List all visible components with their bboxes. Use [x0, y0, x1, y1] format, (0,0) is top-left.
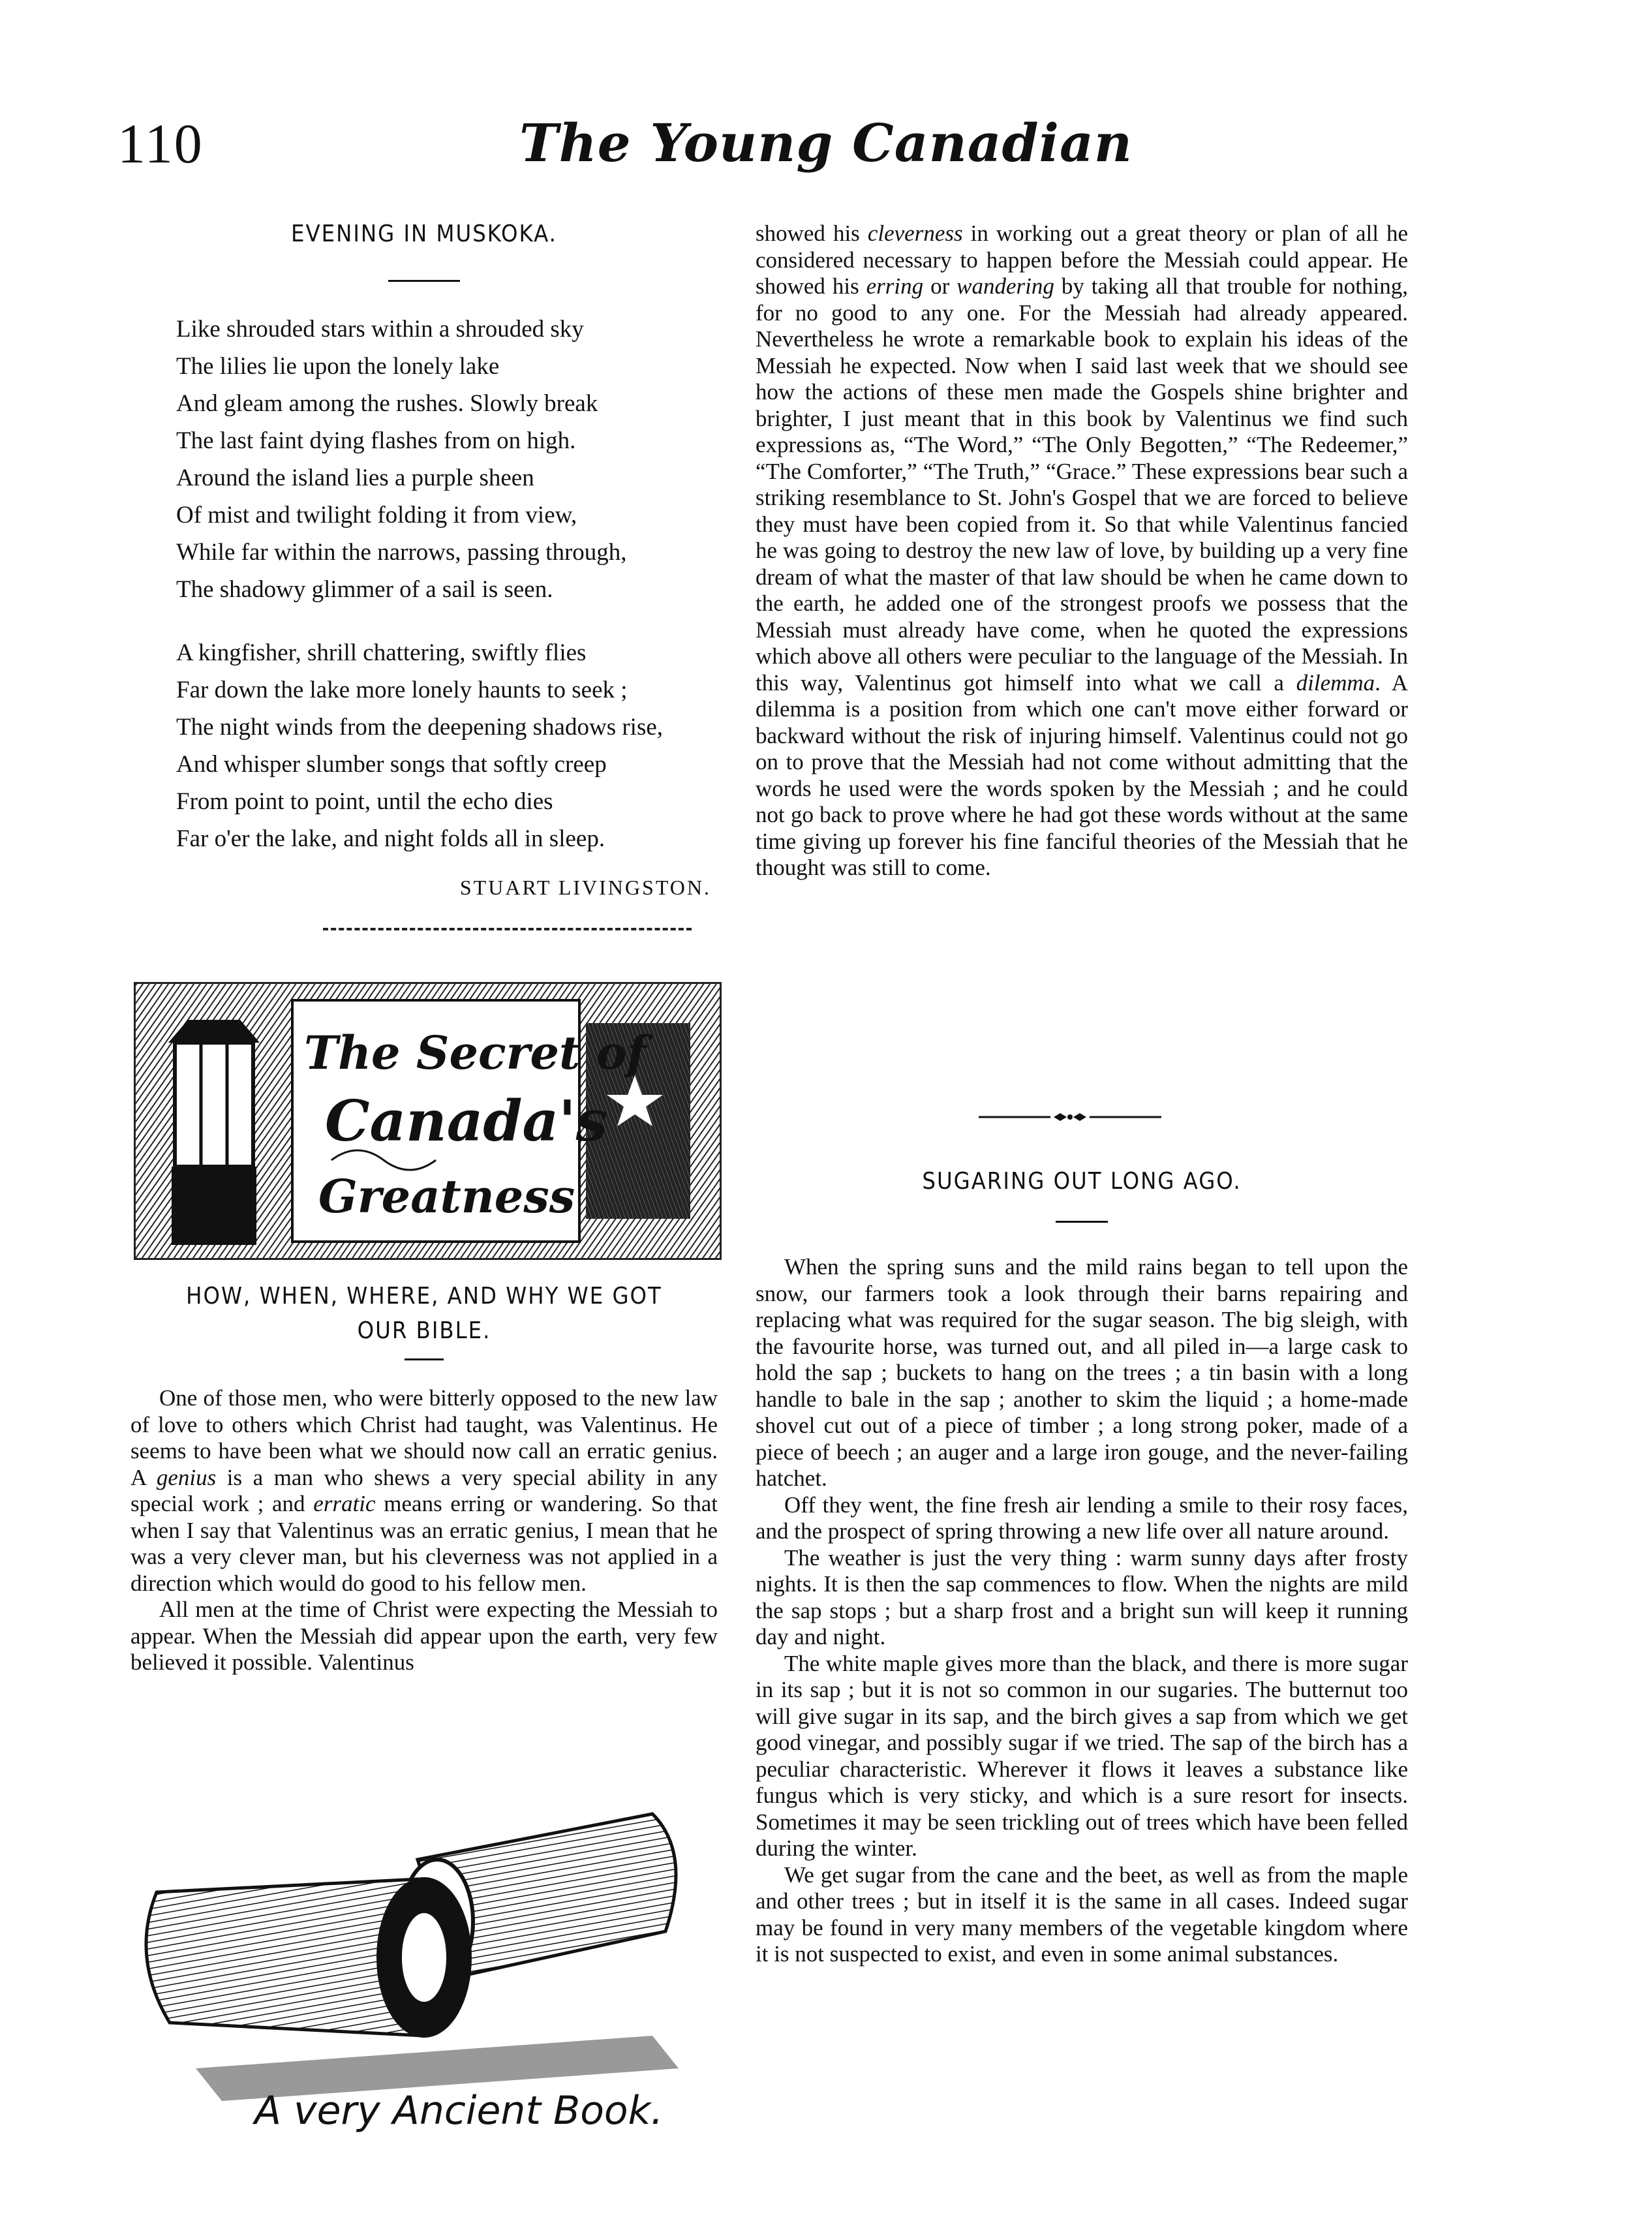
poem-line: Of mist and twilight folding it from view,: [176, 502, 577, 529]
banner-line-3: Greatness: [318, 1169, 575, 1223]
banner-line-1: The Secret of: [304, 1026, 647, 1080]
poem-line: Far o'er the lake, and night folds all in sleep.: [176, 825, 605, 852]
poem-line: The night winds from the deepening shadows rise,: [176, 714, 664, 741]
bible-paragraph: One of those men, who were bitterly opposed to the new law of love to others which Christ had taught, was Valentinus. He seems to have been what we should now call an erratic genius. A genius is a man who shews a very special ability in any special work ; and erratic means erring or wandering. So that when I say that Valentinus was an erratic genius, I mean that he was a very clever man, but his cleverness was not applied in a direction which would do good to his fellow men.: [130, 1385, 718, 1596]
poem-stanza: [176, 634, 718, 857]
bible-title-line-2: OUR BIBLE.: [357, 1317, 491, 1344]
sugaring-article: [756, 1168, 1408, 1968]
poem-line: Around the island lies a purple sheen: [176, 465, 534, 491]
poem-line: Far down the lake more lonely haunts to seek ;: [176, 677, 628, 703]
ornament-icon: [979, 1111, 1161, 1124]
poem-title: EVENING IN MUSKOKA.: [291, 221, 557, 247]
bible-continuation: [756, 221, 1408, 882]
poem-line: And whisper slumber songs that softly creep: [176, 751, 607, 778]
bible-body: [130, 1385, 718, 1676]
secret-of-canadas-greatness-banner: [134, 982, 722, 1260]
section-divider: [323, 928, 692, 930]
poem-title-rule: [388, 280, 460, 282]
sugaring-paragraph: The white maple gives more than the black, and there is more sugar in its sap ; but it is not so common in our sugaries. The butternut too will give sugar in its sap, and the birch gives a sap from which we get good vinegar, and possibly sugar if we tried. The sap of the birch has a peculiar characteristic. Wherever it flows it leaves a substance like fungus which is very sticky, and which is a sure resort for insects. Sometimes it may be seen trickling out of trees which have been felled during the winter.: [756, 1650, 1408, 1861]
sugaring-paragraph: We get sugar from the cane and the beet, as well as from the maple and other trees ; but in itself it is the same in all cases. Indeed sugar may be found in very many members of the vegetable kingdom where it is not suspected to exist, and even in some animal substances.: [756, 1862, 1408, 1967]
poem-line: While far within the narrows, passing through,: [176, 539, 627, 566]
poem-body: [130, 311, 718, 857]
poem-author: STUART LIVINGSTON.: [459, 876, 711, 899]
poem-line: From point to point, until the echo dies: [176, 788, 553, 815]
poem-section: [130, 221, 718, 900]
banner-illustration: [136, 984, 720, 1258]
sugaring-paragraph: When the spring suns and the mild rains began to tell upon the snow, our farmers took a look through their barns repairing and replacing what was required for the sugar season. The big sleigh, with the favourite horse, was turned out, and all piled in—a large cask to hold the sap ; buckets to hang on the trees ; a tin basin with a long handle to bale in the sap ; another to skim the liquid ; a home-made shovel cut out of a piece of timber ; a long strong poker, made of a piece of beech ; an auger and a large iron gouge, and the never-failing hatchet.: [756, 1254, 1408, 1491]
sugaring-paragraph: The weather is just the very thing : warm sunny days after frosty nights. It is then the sap commences to flow. When the nights are mild the sap stops ; but a sharp frost and a bright sun will keep it running day and night.: [756, 1544, 1408, 1649]
ancient-book-illustration: [117, 1762, 718, 2179]
bible-paragraph: All men at the time of Christ were expecting the Messiah to appear. When the Messiah did appear upon the earth, very few believed it possible. Valentinus: [130, 1597, 718, 1675]
banner-line-2: Canada's: [325, 1088, 608, 1154]
lantern-icon: [168, 1020, 260, 1245]
bible-title-rule: [405, 1358, 444, 1360]
bible-article: [130, 1283, 718, 1676]
scroll-caption: A very Ancient Book.: [254, 2088, 664, 2134]
poem-line: The last faint dying flashes from on high.: [176, 427, 576, 454]
scroll-icon: [117, 1762, 718, 2101]
page-number: 110: [117, 112, 204, 175]
bible-title-line-1: HOW, WHEN, WHERE, AND WHY WE GOT: [186, 1283, 662, 1310]
sugaring-title-rule: [1056, 1221, 1108, 1223]
poem-line: A kingfisher, shrill chattering, swiftly flies: [176, 639, 587, 666]
bible-paragraph: showed his cleverness in working out a great theory or plan of all he considered necessary to happen before the Messiah could appear. He showed his erring or wandering by taking all that trouble for nothing, for no good to any one. For the Messiah had already appeared. Nevertheless he wrote a remarkable book to explain his ideas of the Messiah he expected. Now when I said last week that we should see how the actions of these men made the Gospels shine brighter and brighter, I just meant that in this book by Valentinus we find such expressions as, “The Word,” “The Only Begotten,” “The Redeemer,” “The Comforter,” “The Truth,” “Grace.” These expressions bear such a striking resemblance to St. John's Gospel that we are forced to believe they must have been copied from it. So that while Valentinus fancied he was going to destroy the new law of love, by building up a very fine dream of what the master of that law should be when he came down to the earth, he added one of the strongest proofs we possess that the Messiah must already have come, when he quoted the expressions which above all others were peculiar to the language of the Messiah. In this way, Valentinus got himself into what we call a dilemma. A dilemma is a position from which one can't move either forward or backward without the risk of injuring himself. Valentinus could not go on to prove that the Messiah had not come without admitting that the words he used were the words spoken by the Messiah ; and he could not go back to prove where he had got these words without at the same time giving up forever his fine fanciful theories of the Messiah that he thought was still to come.: [756, 221, 1409, 880]
poem-line: And gleam among the rushes. Slowly break: [176, 390, 598, 417]
ornament-divider: [979, 1111, 1161, 1124]
magazine-title: The Young Canadian: [519, 112, 1133, 174]
poem-line: The shadowy glimmer of a sail is seen.: [176, 576, 553, 603]
sugaring-body: [756, 1254, 1408, 1968]
poem-line: The lilies lie upon the lonely lake: [176, 353, 500, 380]
sugaring-title: SUGARING OUT LONG AGO.: [922, 1168, 1242, 1195]
poem-stanza: [176, 311, 718, 608]
poem-line: Like shrouded stars within a shrouded sky: [176, 316, 584, 343]
sugaring-paragraph: Off they went, the fine fresh air lending a smile to their rosy faces, and the prospect of spring throwing a new life over all nature around.: [756, 1492, 1408, 1544]
